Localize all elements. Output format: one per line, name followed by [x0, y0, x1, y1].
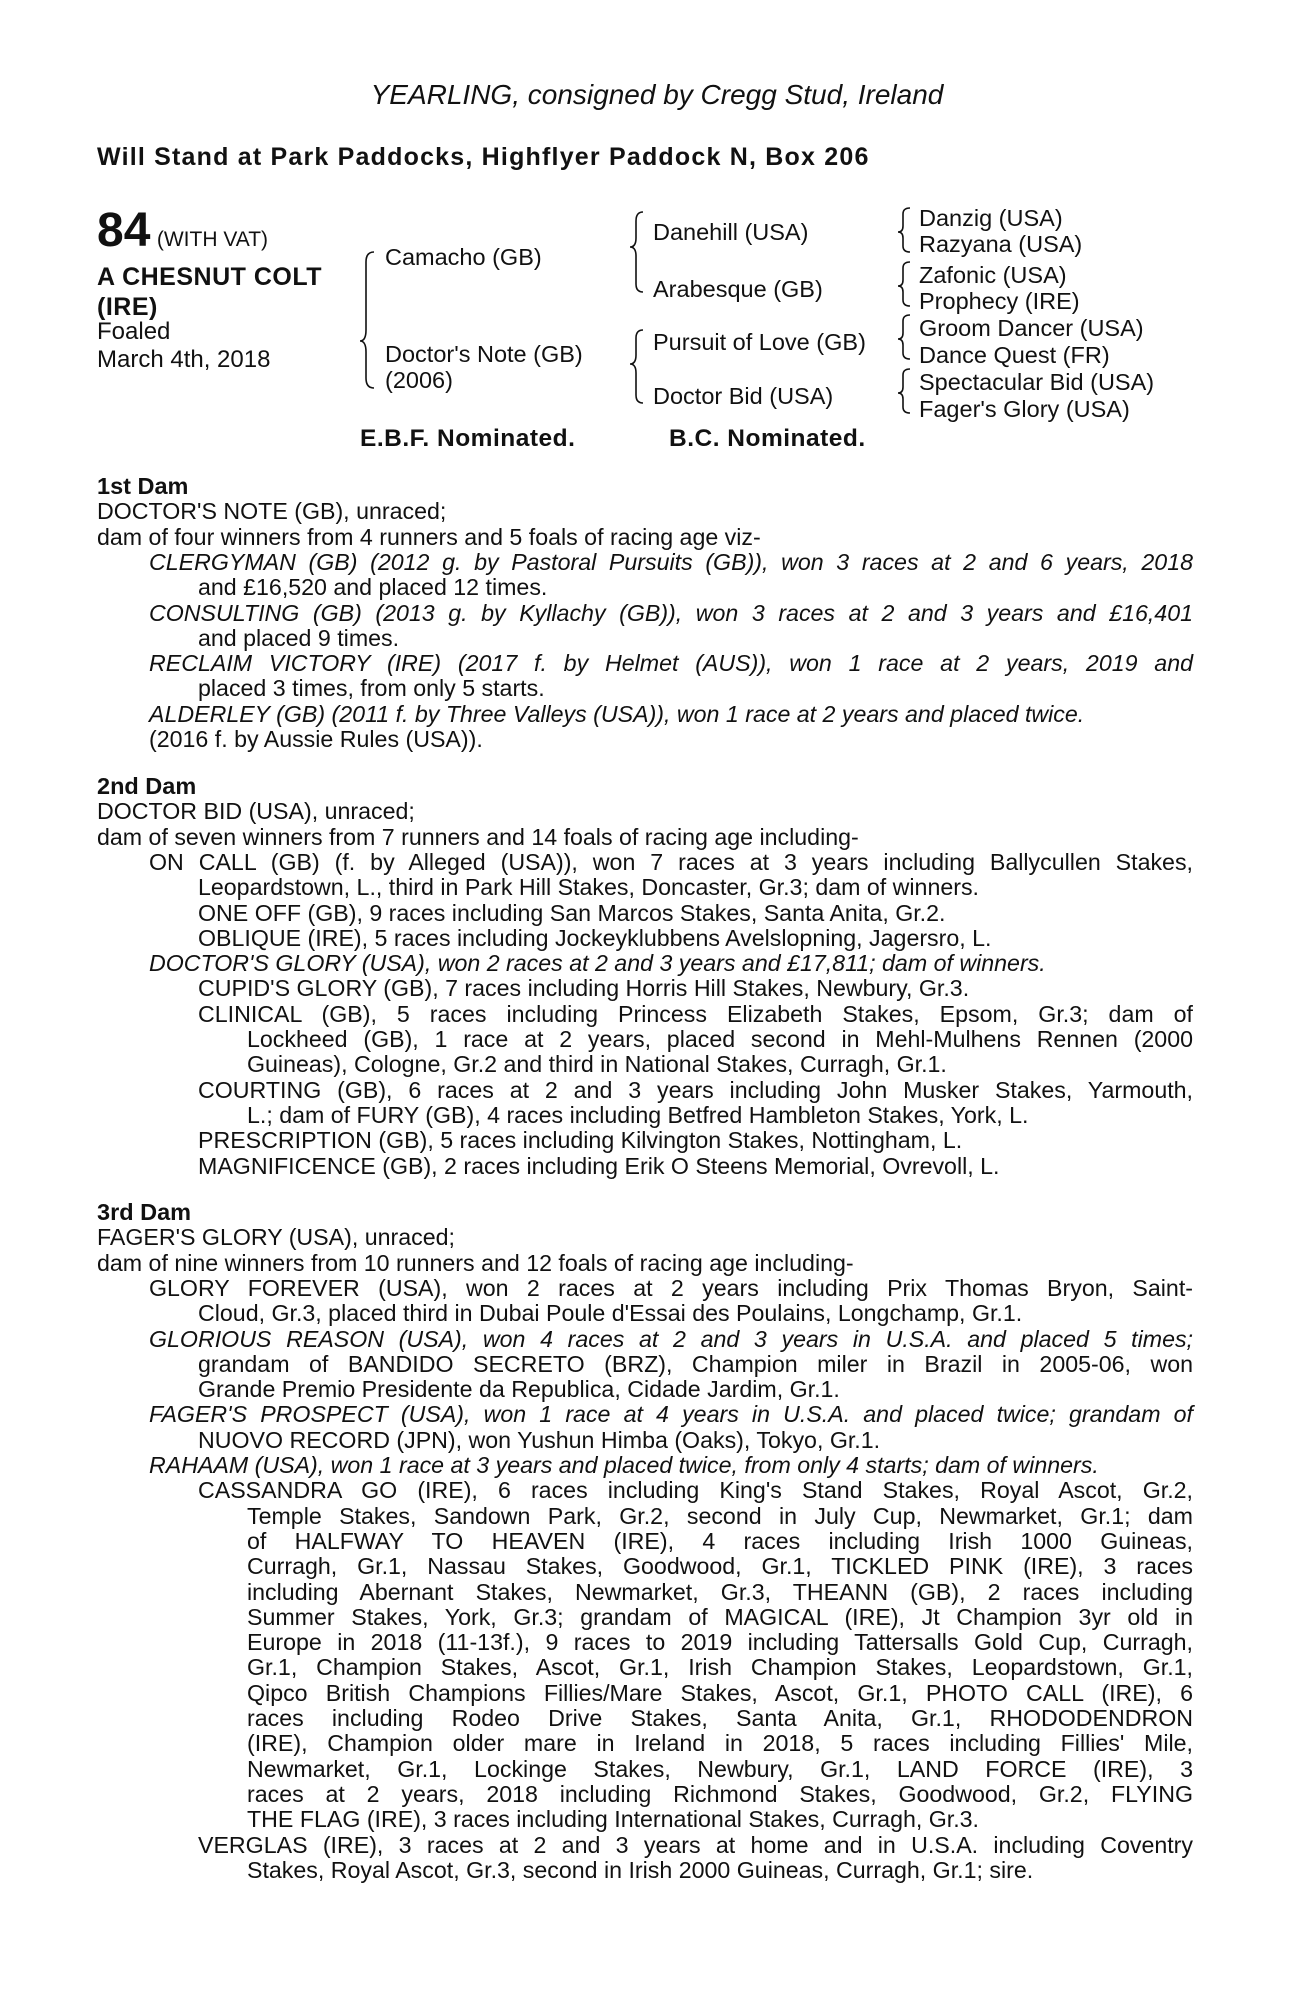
first-dam-line: dam of four winners from 4 runners and 5 foals of racing age viz-	[97, 523, 761, 550]
third-dam-line: FAGER'S GLORY (USA), unraced;	[97, 1224, 455, 1251]
pedigree-dam-year: (2006)	[385, 367, 453, 393]
third-dam-line: FAGER'S PROSPECT (USA), won 1 race at 4 years in U.S.A. and placed twice; grandam of	[149, 1401, 1193, 1428]
third-dam-line: GLORY FOREVER (USA), won 2 races at 2 years including Prix Thomas Bryon, Saint-	[149, 1274, 1193, 1301]
second-dam-line: DOCTOR BID (USA), unraced;	[97, 798, 415, 825]
foaled-date: March 4th, 2018	[97, 346, 271, 373]
second-dam-line: COURTING (GB), 6 races at 2 and 3 years including John Musker Stakes, Yarmouth,	[198, 1076, 1193, 1103]
first-dam-line: CONSULTING (GB) (2013 g. by Kyllachy (GB)), won 3 races at 2 and 3 years and £16,401	[149, 599, 1193, 626]
first-dam-line: RECLAIM VICTORY (IRE) (2017 f. by Helmet (AUS)), won 1 race at 2 years, 2019 and	[149, 650, 1193, 677]
third-dam-line: RAHAAM (USA), won 1 race at 3 years and placed twice, from only 4 starts; dam of winners.	[149, 1452, 1099, 1478]
pedigree-dam-sire: Pursuit of Love (GB)	[653, 329, 866, 355]
vat-note: (WITH VAT)	[156, 228, 269, 251]
third-dam-line: GLORIOUS REASON (USA), won 4 races at 2 and 3 years in U.S.A. and placed 5 times;	[149, 1325, 1193, 1352]
second-dam-heading: 2nd Dam	[97, 773, 197, 799]
first-dam-line: and £16,520 and placed 12 times.	[198, 574, 548, 601]
horse-description-line1: A CHESNUT COLT	[97, 263, 323, 291]
first-dam-line: DOCTOR'S NOTE (GB), unraced;	[97, 498, 447, 525]
first-dam-line: and placed 9 times.	[198, 624, 400, 651]
bc-nomination: B.C. Nominated.	[669, 425, 866, 452]
second-dam-line: DOCTOR'S GLORY (USA), won 2 races at 2 and 3 years and £17,811; dam of winners.	[149, 950, 1046, 977]
second-dam-line: PRESCRIPTION (GB), 5 races including Kilvington Stakes, Nottingham, L.	[198, 1127, 963, 1154]
third-dam-line: Summer Stakes, York, Gr.3; grandam of MAGICAL (IRE), Jt Champion 3yr old in	[247, 1603, 1193, 1630]
second-dam-line: ONE OFF (GB), 9 races including San Marcos Stakes, Santa Anita, Gr.2.	[198, 899, 946, 926]
third-dam-line: Stakes, Royal Ascot, Gr.3, second in Irish 2000 Guineas, Curragh, Gr.1; sire.	[247, 1856, 1034, 1883]
third-dam-line: Cloud, Gr.3, placed third in Dubai Poule d'Essai des Poulains, Longchamp, Gr.1.	[198, 1300, 1023, 1327]
second-dam-line: CLINICAL (GB), 5 races including Princess Elizabeth Stakes, Epsom, Gr.3; dam of	[198, 1000, 1193, 1027]
second-dam-line: Guineas), Cologne, Gr.2 and third in National Stakes, Curragh, Gr.1.	[247, 1051, 947, 1078]
third-dam-line: THE FLAG (IRE), 3 races including International Stakes, Curragh, Gr.3.	[247, 1806, 980, 1833]
third-dam-line: (IRE), Champion older mare in Ireland in 2018, 5 races including Fillies' Mile,	[247, 1730, 1193, 1757]
third-dam-line: Newmarket, Gr.1, Lockinge Stakes, Newbury, Gr.1, LAND FORCE (IRE), 3	[247, 1755, 1193, 1782]
first-dam-line: placed 3 times, from only 5 starts.	[198, 675, 545, 702]
third-dam-line: of HALFWAY TO HEAVEN (IRE), 4 races including Irish 1000 Guineas,	[247, 1527, 1193, 1554]
third-dam-line: Curragh, Gr.1, Nassau Stakes, Goodwood, Gr.1, TICKLED PINK (IRE), 3 races	[247, 1553, 1193, 1580]
second-dam-line: L.; dam of FURY (GB), 4 races including Betfred Hambleton Stakes, York, L.	[247, 1101, 1029, 1128]
pedigree-g3-3: Zafonic (USA)	[919, 262, 1067, 288]
third-dam-line: Qipco British Champions Fillies/Mare Stakes, Ascot, Gr.1, PHOTO CALL (IRE), 6	[247, 1679, 1193, 1706]
pedigree-sire-dam: Arabesque (GB)	[653, 276, 823, 302]
pedigree-g3-4: Prophecy (IRE)	[919, 288, 1080, 314]
pedigree-g3-7: Spectacular Bid (USA)	[919, 369, 1155, 395]
third-dam-line: CASSANDRA GO (IRE), 6 races including King's Stand Stakes, Royal Ascot, Gr.2,	[198, 1477, 1193, 1504]
first-dam-line: ALDERLEY (GB) (2011 f. by Three Valleys (USA)), won 1 race at 2 years and placed twice.	[149, 700, 1085, 727]
pedigree-dam: Doctor's Note (GB)	[385, 341, 583, 367]
foaled-label: Foaled	[97, 318, 171, 345]
pedigree-g3-8: Fager's Glory (USA)	[919, 396, 1130, 422]
pedigree-g3-2: Razyana (USA)	[919, 231, 1083, 257]
third-dam-line: dam of nine winners from 10 runners and 12 foals of racing age including-	[97, 1249, 854, 1276]
third-dam-line: VERGLAS (IRE), 3 races at 2 and 3 years at home and in U.S.A. including Coventry	[198, 1831, 1193, 1858]
third-dam-line: Temple Stakes, Sandown Park, Gr.2, second in July Cup, Newmarket, Gr.1; dam	[247, 1502, 1193, 1529]
second-dam-line: OBLIQUE (IRE), 5 races including Jockeyklubbens Avelslopning, Jagersro, L.	[198, 924, 992, 951]
pedigree-sire-sire: Danehill (USA)	[653, 219, 809, 245]
pedigree-g3-5: Groom Dancer (USA)	[919, 315, 1144, 341]
stand-location: Will Stand at Park Paddocks, Highflyer Paddock N, Box 206	[97, 143, 870, 171]
ebf-nomination: E.B.F. Nominated.	[360, 425, 576, 452]
second-dam-line: CUPID'S GLORY (GB), 7 races including Horris Hill Stakes, Newbury, Gr.3.	[198, 975, 970, 1002]
second-dam-line: ON CALL (GB) (f. by Alleged (USA)), won 7 races at 3 years including Ballycullen Stakes,	[149, 848, 1193, 875]
second-dam-line: Lockheed (GB), 1 race at 2 years, placed second in Mehl-Mulhens Rennen (2000	[247, 1026, 1193, 1052]
second-dam-line: dam of seven winners from 7 runners and 14 foals of racing age including-	[97, 823, 859, 850]
pedigree-sire: Camacho (GB)	[385, 244, 542, 270]
third-dam-line: Grande Premio Presidente da Republica, Cidade Jardim, Gr.1.	[198, 1376, 840, 1403]
third-dam-line: races at 2 years, 2018 including Richmond Stakes, Goodwood, Gr.2, FLYING	[247, 1780, 1193, 1807]
third-dam-line: grandam of BANDIDO SECRETO (BRZ), Champion miler in Brazil in 2005-06, won	[198, 1350, 1193, 1377]
third-dam-heading: 3rd Dam	[97, 1199, 192, 1225]
second-dam-line: Leopardstown, L., third in Park Hill Stakes, Doncaster, Gr.3; dam of winners.	[198, 874, 980, 901]
consignment-line: YEARLING, consigned by Cregg Stud, Ireland	[370, 79, 944, 110]
pedigree-g3-1: Danzig (USA)	[919, 205, 1063, 231]
third-dam-line: Gr.1, Champion Stakes, Ascot, Gr.1, Irish Champion Stakes, Leopardstown, Gr.1,	[247, 1654, 1193, 1681]
pedigree-g3-6: Dance Quest (FR)	[919, 342, 1110, 368]
first-dam-line: CLERGYMAN (GB) (2012 g. by Pastoral Pursuits (GB)), won 3 races at 2 and 6 years, 2018	[149, 548, 1193, 575]
first-dam-heading: 1st Dam	[97, 473, 189, 499]
pedigree-dam-dam: Doctor Bid (USA)	[653, 383, 834, 409]
third-dam-line: NUOVO RECORD (JPN), won Yushun Himba (Oaks), Tokyo, Gr.1.	[198, 1426, 881, 1453]
second-dam-line: MAGNIFICENCE (GB), 2 races including Erik O Steens Memorial, Ovrevoll, L.	[198, 1152, 1000, 1179]
first-dam-line: (2016 f. by Aussie Rules (USA)).	[149, 726, 483, 752]
third-dam-line: including Abernant Stakes, Newmarket, Gr.3, THEANN (GB), 2 races including	[247, 1578, 1193, 1605]
third-dam-line: races including Rodeo Drive Stakes, Santa Anita, Gr.1, RHODODENDRON	[247, 1705, 1193, 1731]
horse-description-line2: (IRE)	[97, 293, 158, 321]
lot-number: 84	[97, 204, 151, 257]
third-dam-line: Europe in 2018 (11-13f.), 9 races to 2019 including Tattersalls Gold Cup, Curragh,	[247, 1629, 1193, 1656]
